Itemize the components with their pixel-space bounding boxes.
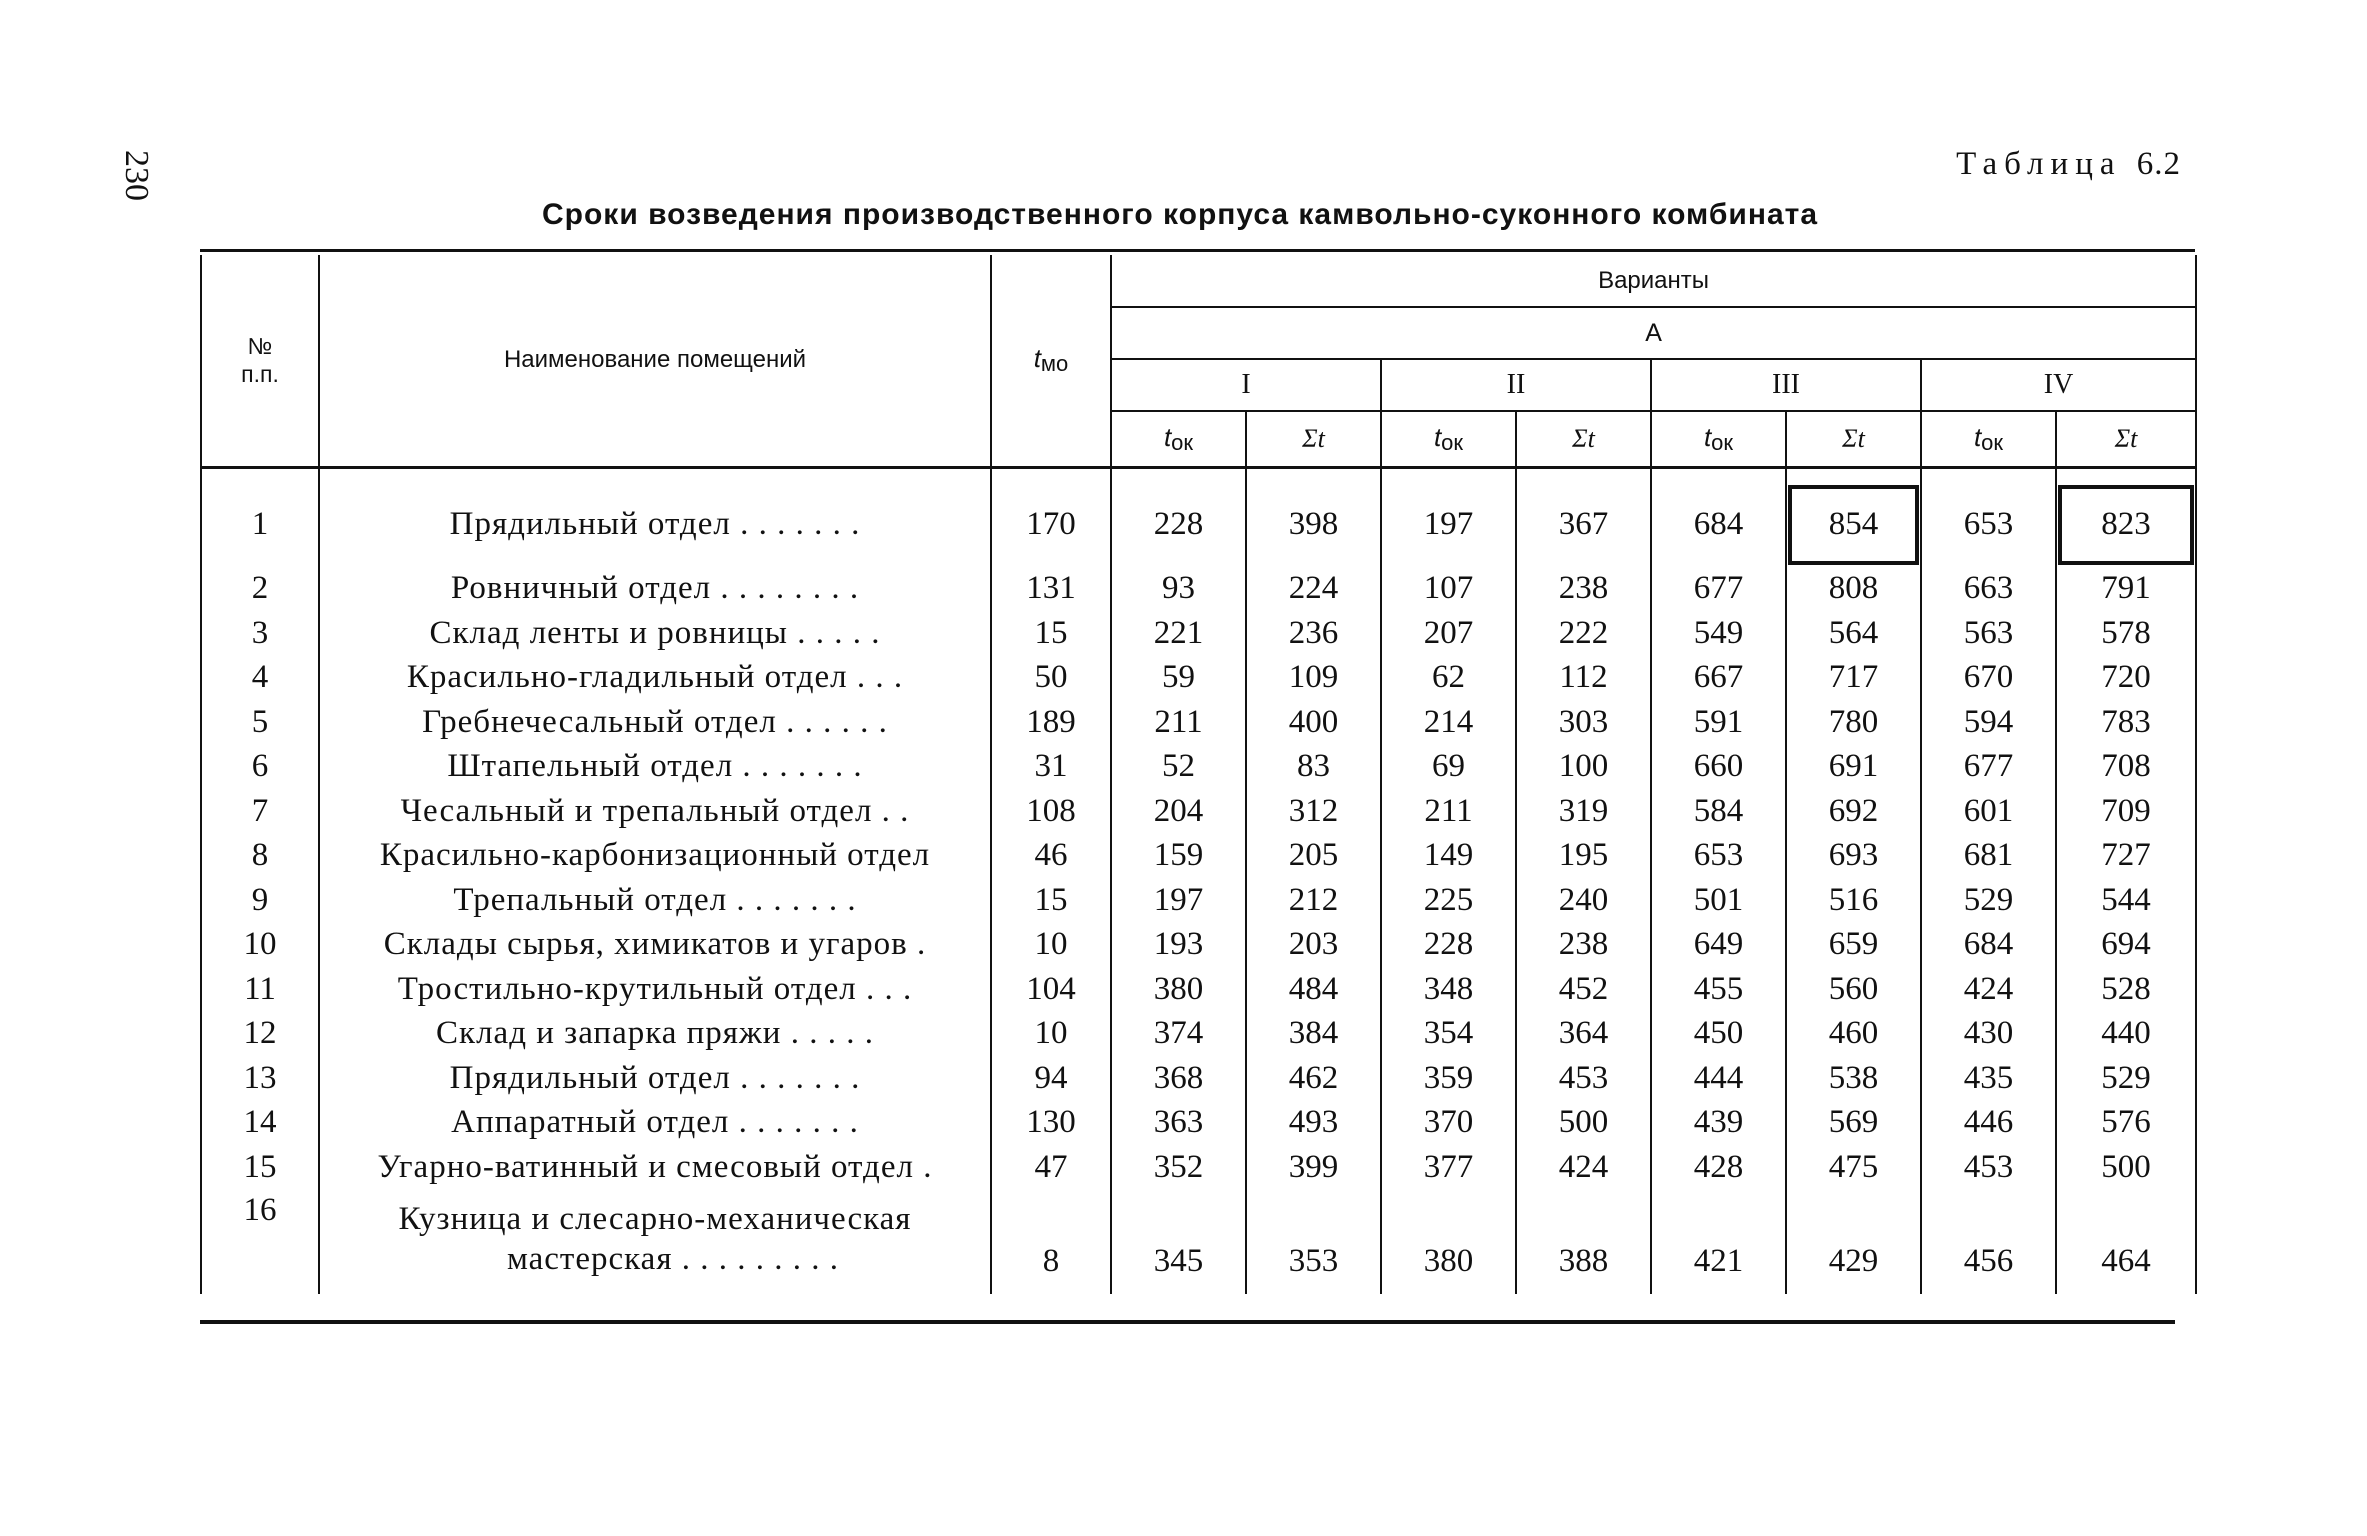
row-t-ok-2: 62 [1381,656,1516,701]
row-room-name-text: Склад ленты и ровницы . . . . . [429,614,881,651]
row-sum-t-3: 808 [1786,567,1921,612]
row-sum-t-3: 693 [1786,834,1921,879]
table-row [201,656,2196,701]
row-t-ok-4: 677 [1921,745,2056,790]
row-number: 6 [201,745,319,790]
row-number: 12 [201,1012,319,1057]
row-t-ok-4: 430 [1921,1012,2056,1057]
row-sum-t-3: 691 [1786,745,1921,790]
row-sum-t-2: 195 [1516,834,1651,879]
row-sum-t-4: 500 [2056,1145,2196,1190]
row-t-ok-4: 563 [1921,611,2056,656]
row-sum-t-3: 569 [1786,1101,1921,1146]
row-t-ok-4: 424 [1921,967,2056,1012]
row-room-name-text: Красильно-гладильный отдел . . . [406,659,904,696]
row-sum-t-1: 400 [1246,700,1381,745]
row-sum-t-1: 224 [1246,567,1381,612]
row-room-name-text: Чесальный и трепальный отдел . . [400,792,910,829]
header-t-ok: tок [1381,411,1516,467]
row-sum-t-3: 780 [1786,700,1921,745]
row-sum-t-4: 529 [2056,1056,2196,1101]
header-t-ok: tок [1111,411,1246,467]
row-t-ok-3: 660 [1651,745,1786,790]
table-title: Сроки возведения производственного корпуса камвольно-суконного комбината [541,198,1819,231]
row-t-mo: 47 [991,1145,1111,1190]
row-sum-t-1: 236 [1246,611,1381,656]
row-t-ok-1: 374 [1111,1012,1246,1057]
row-room-name [319,1190,991,1288]
row-sum-t-1: 205 [1246,834,1381,879]
row-t-ok-1: 345 [1111,1190,1246,1288]
row-sum-t-1: 312 [1246,789,1381,834]
row-t-mo: 10 [991,1012,1111,1057]
row-t-ok-2: 211 [1381,789,1516,834]
row-sum-t-4: 578 [2056,611,2196,656]
row-t-ok-1: 52 [1111,745,1246,790]
header-t-mo-sub: мо [1040,351,1069,377]
row-sum-t-2: 424 [1516,1145,1651,1190]
header-t-ok: tок [1651,411,1786,467]
row-sum-t-2: 100 [1516,745,1651,790]
table-header [201,255,2196,467]
row-sum-t-2: 364 [1516,1012,1651,1057]
row-t-ok-1: 380 [1111,967,1246,1012]
row-sum-t-1: 203 [1246,923,1381,968]
row-room-name-text: Красильно-карбонизационный отдел [379,837,931,874]
row-number: 14 [201,1101,319,1146]
row-sum-t-3: 460 [1786,1012,1921,1057]
row-room-name-text: Прядильный отдел . . . . . . . [449,1059,861,1096]
row-sum-t-4: 544 [2056,878,2196,923]
row-t-mo: 104 [991,967,1111,1012]
row-room-name-text: Склады сырья, химикатов и угаров . [383,926,927,963]
row-sum-t-2: 240 [1516,878,1651,923]
table-number: 6.2 [2136,146,2181,182]
row-sum-t-4: 694 [2056,923,2196,968]
row-t-ok-3: 591 [1651,700,1786,745]
row-number: 10 [201,923,319,968]
row-t-ok-1: 211 [1111,700,1246,745]
table-label-word: Таблица [1956,146,2122,182]
row-t-mo: 15 [991,611,1111,656]
row-sum-t-3: 538 [1786,1056,1921,1101]
table-row [201,923,2196,968]
row-room-name [319,1012,991,1057]
row-number: 13 [201,1056,319,1101]
row-sum-t-3: 659 [1786,923,1921,968]
table-row [201,483,2196,567]
row-t-ok-3: 653 [1651,834,1786,879]
row-number: 9 [201,878,319,923]
row-t-ok-3: 649 [1651,923,1786,968]
table-spacer-row [201,467,2196,483]
row-sum-t-3: 429 [1786,1190,1921,1288]
row-sum-t-3: 516 [1786,878,1921,923]
row-t-ok-3: 501 [1651,878,1786,923]
row-t-ok-1: 197 [1111,878,1246,923]
row-room-name-text: Аппаратный отдел . . . . . . . [451,1104,859,1141]
table-row [201,745,2196,790]
row-t-ok-4: 435 [1921,1056,2056,1101]
row-t-ok-4: 529 [1921,878,2056,923]
row-t-ok-4: 684 [1921,923,2056,968]
row-t-mo: 108 [991,789,1111,834]
row-t-mo: 10 [991,923,1111,968]
row-number: 2 [201,567,319,612]
row-t-ok-2: 377 [1381,1145,1516,1190]
header-number-line2: п.п. [241,361,279,388]
row-t-ok-3: 439 [1651,1101,1786,1146]
row-t-ok-1: 221 [1111,611,1246,656]
row-t-ok-3: 450 [1651,1012,1786,1057]
header-number-line1: № [247,333,273,360]
header-t-mo-symbol: t [1033,343,1041,374]
row-t-mo: 31 [991,745,1111,790]
row-room-name [319,567,991,612]
row-t-ok-2: 359 [1381,1056,1516,1101]
row-t-ok-3: 667 [1651,656,1786,701]
table-row [201,1101,2196,1146]
row-sum-t-3: 717 [1786,656,1921,701]
row-number: 3 [201,611,319,656]
row-t-ok-2: 149 [1381,834,1516,879]
row-room-name [319,1056,991,1101]
header-variant-i: I [1111,359,1381,411]
row-sum-t-4: 576 [2056,1101,2196,1146]
row-room-name-text: Тростильно-крутильный отдел . . . [397,970,913,1007]
header-variants: Варианты [1111,255,2196,307]
row-sum-t-3: 692 [1786,789,1921,834]
row-t-ok-4: 670 [1921,656,2056,701]
row-t-ok-1: 93 [1111,567,1246,612]
row-room-name [319,789,991,834]
header-variant-ii: II [1381,359,1651,411]
row-t-ok-3: 684 [1651,483,1786,567]
row-number: 11 [201,967,319,1012]
table-row [201,1012,2196,1057]
row-sum-t-1: 212 [1246,878,1381,923]
row-t-mo: 170 [991,483,1111,567]
header-t-ok: tок [1921,411,2056,467]
row-sum-t-2: 303 [1516,700,1651,745]
table-bottom-rule [200,1320,2175,1324]
row-t-ok-4: 446 [1921,1101,2056,1146]
table-top-rule [200,249,2195,252]
row-t-ok-2: 207 [1381,611,1516,656]
row-t-mo: 15 [991,878,1111,923]
header-variant-iv: IV [1921,359,2196,411]
row-room-name-text: Трепальный отдел . . . . . . . [453,881,857,918]
row-number: 15 [201,1145,319,1190]
row-t-ok-2: 69 [1381,745,1516,790]
row-sum-t-1: 384 [1246,1012,1381,1057]
row-room-name-text: Угарно-ватинный и смесовый отдел . [377,1148,933,1185]
row-sum-t-2: 238 [1516,923,1651,968]
row-sum-t-1: 83 [1246,745,1381,790]
row-t-ok-1: 59 [1111,656,1246,701]
row-sum-t-4: 709 [2056,789,2196,834]
row-sum-t-3: 560 [1786,967,1921,1012]
row-room-name [319,700,991,745]
row-t-ok-2: 225 [1381,878,1516,923]
row-room-name [319,483,991,567]
row-t-ok-3: 677 [1651,567,1786,612]
row-room-name-text: Кузница и слесарно-механическая [398,1200,912,1237]
table-row [201,967,2196,1012]
row-number: 8 [201,834,319,879]
row-room-name [319,745,991,790]
row-t-ok-4: 456 [1921,1190,2056,1288]
row-t-ok-1: 363 [1111,1101,1246,1146]
header-sum-t: Σt [1786,411,1921,467]
header-room-name: Наименование помещений [319,255,991,467]
row-t-ok-4: 663 [1921,567,2056,612]
row-sum-t-3: 475 [1786,1145,1921,1190]
row-t-ok-4: 594 [1921,700,2056,745]
row-room-name-text: Штапельный отдел . . . . . . . [447,748,863,785]
row-sum-t-4: 823 [2056,483,2196,567]
row-t-ok-1: 204 [1111,789,1246,834]
row-sum-t-3: 564 [1786,611,1921,656]
row-sum-t-1: 109 [1246,656,1381,701]
row-sum-t-4: 727 [2056,834,2196,879]
row-t-ok-2: 228 [1381,923,1516,968]
row-sum-t-2: 238 [1516,567,1651,612]
row-room-name-text: Склад и запарка пряжи . . . . . [436,1015,874,1052]
row-room-name [319,1145,991,1190]
row-room-name-continuation: мастерская . . . . . . . . . [506,1240,840,1277]
table-row [201,611,2196,656]
row-room-name [319,923,991,968]
row-t-ok-1: 193 [1111,923,1246,968]
row-number: 5 [201,700,319,745]
header-sum-t: Σt [1516,411,1651,467]
row-sum-t-2: 453 [1516,1056,1651,1101]
row-t-ok-1: 159 [1111,834,1246,879]
row-room-name [319,834,991,879]
row-t-ok-2: 107 [1381,567,1516,612]
row-t-ok-3: 455 [1651,967,1786,1012]
row-sum-t-4: 708 [2056,745,2196,790]
row-sum-t-4: 440 [2056,1012,2196,1057]
row-sum-t-2: 388 [1516,1190,1651,1288]
row-sum-t-2: 500 [1516,1101,1651,1146]
data-table [200,255,2197,1294]
row-room-name [319,611,991,656]
table-row [201,834,2196,879]
row-number: 1 [201,483,319,567]
row-number: 7 [201,789,319,834]
header-number [201,255,319,467]
row-t-ok-3: 549 [1651,611,1786,656]
header-sum-t: Σt [1246,411,1381,467]
row-room-name [319,656,991,701]
row-sum-t-2: 452 [1516,967,1651,1012]
row-t-ok-3: 421 [1651,1190,1786,1288]
row-sum-t-1: 399 [1246,1145,1381,1190]
header-sum-t: Σt [2056,411,2196,467]
row-sum-t-2: 319 [1516,789,1651,834]
row-sum-t-4: 720 [2056,656,2196,701]
row-t-mo: 189 [991,700,1111,745]
row-t-ok-3: 428 [1651,1145,1786,1190]
row-room-name [319,878,991,923]
table-row [201,1145,2196,1190]
row-t-ok-1: 368 [1111,1056,1246,1101]
table-label [1956,146,2181,183]
row-t-ok-2: 214 [1381,700,1516,745]
row-sum-t-1: 493 [1246,1101,1381,1146]
table-row [201,878,2196,923]
row-number: 4 [201,656,319,701]
row-number: 16 [201,1190,319,1288]
header-group-a: А [1111,307,2196,359]
table-end-spacer-row [201,1288,2196,1294]
row-room-name-text: Прядильный отдел . . . . . . . [449,506,861,542]
row-t-ok-3: 584 [1651,789,1786,834]
row-sum-t-3: 854 [1786,483,1921,567]
row-t-ok-1: 228 [1111,483,1246,567]
page-number: 230 [118,150,155,201]
row-sum-t-4: 464 [2056,1190,2196,1288]
row-sum-t-4: 528 [2056,967,2196,1012]
row-t-ok-2: 370 [1381,1101,1516,1146]
row-room-name-text: Гребнечесальный отдел . . . . . . [422,703,888,740]
row-sum-t-2: 112 [1516,656,1651,701]
row-sum-t-2: 222 [1516,611,1651,656]
row-t-mo: 94 [991,1056,1111,1101]
table-row [201,1190,2196,1288]
row-room-name-text: Ровничный отдел . . . . . . . . [450,570,860,607]
row-room-name [319,1101,991,1146]
table-row [201,700,2196,745]
row-t-ok-2: 348 [1381,967,1516,1012]
row-t-mo: 131 [991,567,1111,612]
row-t-ok-2: 380 [1381,1190,1516,1288]
row-room-name [319,967,991,1012]
row-t-ok-4: 453 [1921,1145,2056,1190]
table-row [201,1056,2196,1101]
row-t-mo: 46 [991,834,1111,879]
row-sum-t-4: 791 [2056,567,2196,612]
row-t-ok-4: 653 [1921,483,2056,567]
row-sum-t-1: 398 [1246,483,1381,567]
row-t-ok-4: 681 [1921,834,2056,879]
row-t-ok-4: 601 [1921,789,2056,834]
row-t-mo: 50 [991,656,1111,701]
row-sum-t-2: 367 [1516,483,1651,567]
row-t-ok-2: 197 [1381,483,1516,567]
table-body [201,467,2196,1294]
row-sum-t-1: 484 [1246,967,1381,1012]
row-sum-t-4: 783 [2056,700,2196,745]
row-t-ok-3: 444 [1651,1056,1786,1101]
header-t-mo [991,255,1111,467]
table-row [201,567,2196,612]
table-row [201,789,2196,834]
row-t-ok-2: 354 [1381,1012,1516,1057]
header-variant-iii: III [1651,359,1921,411]
row-t-mo: 8 [991,1190,1111,1288]
row-sum-t-1: 462 [1246,1056,1381,1101]
row-t-mo: 130 [991,1101,1111,1146]
row-sum-t-1: 353 [1246,1190,1381,1288]
row-t-ok-1: 352 [1111,1145,1246,1190]
